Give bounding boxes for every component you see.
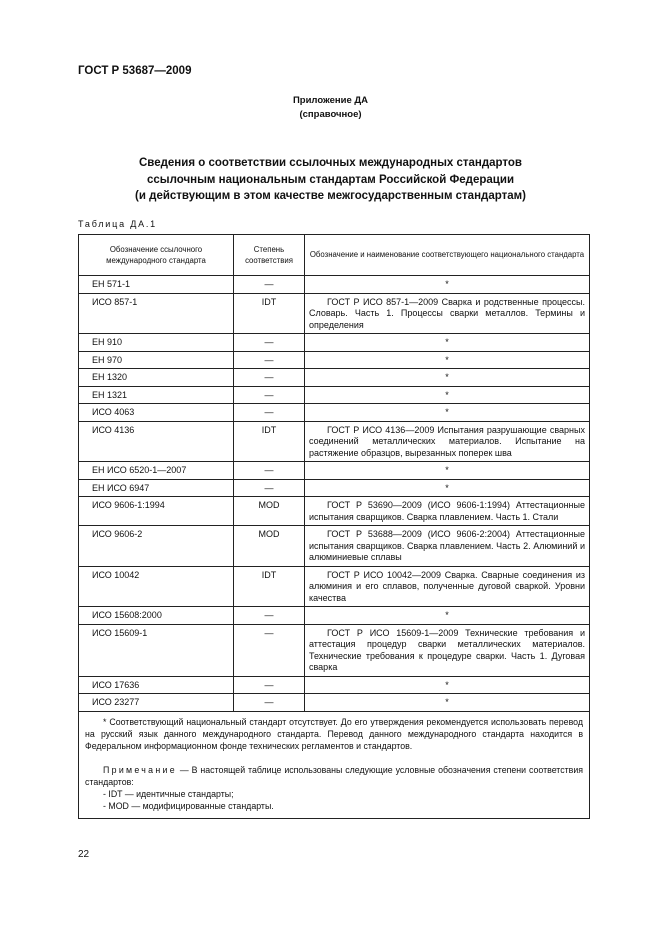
national-standard-cell: ГОСТ Р ИСО 857-1—2009 Сварка и родственные процессы. Словарь. Часть 1. Процессы сварки металлов. Термины и определения bbox=[305, 293, 590, 334]
table-row bbox=[79, 386, 590, 404]
note-item: - IDT — идентичные стандарты; bbox=[103, 788, 234, 799]
table-row bbox=[79, 276, 590, 294]
national-standard-cell: * bbox=[305, 369, 590, 387]
table-row bbox=[79, 462, 590, 480]
table-row bbox=[79, 404, 590, 422]
intl-standard-cell: ИСО 17636 bbox=[79, 676, 234, 694]
intl-standard-cell: ИСО 4063 bbox=[79, 404, 234, 422]
degree-cell: — bbox=[234, 676, 305, 694]
degree-cell: — bbox=[234, 624, 305, 676]
note-text: — В настоящей таблице использованы следующие условные обозначения степени соответствия стандартов: bbox=[85, 764, 583, 787]
table-row bbox=[79, 624, 590, 676]
intl-standard-cell: ИСО 15609-1 bbox=[79, 624, 234, 676]
document-code: ГОСТ Р 53687—2009 bbox=[78, 65, 192, 77]
column-header: Обозначение и наименование соответствующего национального стандарта bbox=[305, 235, 590, 276]
national-standard-cell: ГОСТ Р 53688—2009 (ИСО 9606-2:2004) Аттестационные испытания сварщиков. Сварка плавлением. Часть 2. Алюминий и алюминиевые сплавы bbox=[305, 526, 590, 567]
appendix-title: Приложение ДА bbox=[292, 95, 369, 106]
national-standard-cell: ГОСТ Р ИСО 15609-1—2009 Технические требования и аттестация процедур сварки металлических материалов. Технические требования к процедуре сварки. Часть 1. Дуговая сварка bbox=[305, 624, 590, 676]
table-row bbox=[79, 566, 590, 607]
note bbox=[85, 764, 583, 788]
national-standard-cell: * bbox=[305, 462, 590, 480]
intl-standard-cell: ЕН 1321 bbox=[79, 386, 234, 404]
degree-cell: IDT bbox=[234, 566, 305, 607]
table-row bbox=[79, 293, 590, 334]
intl-standard-cell: ЕН ИСО 6947 bbox=[79, 479, 234, 497]
degree-cell: — bbox=[234, 694, 305, 712]
degree-cell: — bbox=[234, 276, 305, 294]
degree-cell: — bbox=[234, 351, 305, 369]
table-row bbox=[79, 526, 590, 567]
page-number: 22 bbox=[78, 849, 90, 860]
table-row bbox=[79, 479, 590, 497]
degree-cell: — bbox=[234, 462, 305, 480]
national-standard-cell: * bbox=[305, 276, 590, 294]
intl-standard-cell: ИСО 9606-2 bbox=[79, 526, 234, 567]
appendix-subtitle: (справочное) bbox=[299, 109, 362, 120]
degree-cell: MOD bbox=[234, 497, 305, 526]
national-standard-cell: * bbox=[305, 694, 590, 712]
intl-standard-cell: ЕН ИСО 6520-1—2007 bbox=[79, 462, 234, 480]
degree-cell: IDT bbox=[234, 421, 305, 462]
table-row bbox=[79, 421, 590, 462]
intl-standard-cell: ИСО 857-1 bbox=[79, 293, 234, 334]
intl-standard-cell: ЕН 1320 bbox=[79, 369, 234, 387]
national-standard-cell: * bbox=[305, 386, 590, 404]
column-header: Обозначение ссылочного международного стандарта bbox=[79, 235, 234, 276]
national-standard-cell: * bbox=[305, 351, 590, 369]
intl-standard-cell: ЕН 571-1 bbox=[79, 276, 234, 294]
correspondence-table bbox=[78, 234, 590, 819]
degree-cell: — bbox=[234, 386, 305, 404]
national-standard-cell: * bbox=[305, 676, 590, 694]
intl-standard-cell: ИСО 9606-1:1994 bbox=[79, 497, 234, 526]
degree-cell: IDT bbox=[234, 293, 305, 334]
note-label: Примечание bbox=[103, 764, 177, 775]
national-standard-cell: * bbox=[305, 334, 590, 352]
table-row bbox=[79, 369, 590, 387]
degree-cell: — bbox=[234, 479, 305, 497]
intl-standard-cell: ИСО 4136 bbox=[79, 421, 234, 462]
degree-cell: — bbox=[234, 404, 305, 422]
table-row bbox=[79, 694, 590, 712]
note-item: - MOD — модифицированные стандарты. bbox=[103, 800, 274, 811]
footnote: * Соответствующий национальный стандарт отсутствует. До его утверждения рекомендуется использовать перевод на русский язык данного международного стандарта. Перевод данного международного стандарта находится в Федеральном информационном фонде технических регламентов и стандартов. bbox=[85, 716, 583, 751]
intl-standard-cell: ИСО 23277 bbox=[79, 694, 234, 712]
national-standard-cell: ГОСТ Р 53690—2009 (ИСО 9606-1:1994) Аттестационные испытания сварщиков. Сварка плавлением. Часть 1. Стали bbox=[305, 497, 590, 526]
national-standard-cell: * bbox=[305, 404, 590, 422]
section-title-line: Сведения о соответствии ссылочных международных стандартов bbox=[138, 157, 522, 169]
degree-cell: — bbox=[234, 607, 305, 625]
table-footer bbox=[79, 711, 590, 818]
section-title-line: ссылочным национальным стандартам Российской Федерации bbox=[146, 174, 515, 186]
table-caption: Таблица ДА.1 bbox=[78, 219, 157, 229]
table-row bbox=[79, 351, 590, 369]
intl-standard-cell: ИСО 15608:2000 bbox=[79, 607, 234, 625]
national-standard-cell: ГОСТ Р ИСО 4136—2009 Испытания разрушающие сварных соединений металлических материалов. Испытание на растяжение образцов, вырезанных поперек шва bbox=[305, 421, 590, 462]
table-row bbox=[79, 607, 590, 625]
intl-standard-cell: ЕН 970 bbox=[79, 351, 234, 369]
column-header: Степень соответствия bbox=[234, 235, 305, 276]
table-row bbox=[79, 334, 590, 352]
section-title-line: (и действующим в этом качестве межгосударственным стандартам) bbox=[135, 190, 526, 202]
table-row bbox=[79, 676, 590, 694]
degree-cell: — bbox=[234, 334, 305, 352]
degree-cell: — bbox=[234, 369, 305, 387]
national-standard-cell: ГОСТ Р ИСО 10042—2009 Сварка. Сварные соединения из алюминия и его сплавов, полученные дуговой сваркой. Уровни качества bbox=[305, 566, 590, 607]
table-header-row bbox=[79, 235, 590, 276]
intl-standard-cell: ИСО 10042 bbox=[79, 566, 234, 607]
national-standard-cell: * bbox=[305, 479, 590, 497]
degree-cell: MOD bbox=[234, 526, 305, 567]
intl-standard-cell: ЕН 910 bbox=[79, 334, 234, 352]
national-standard-cell: * bbox=[305, 607, 590, 625]
table-row bbox=[79, 497, 590, 526]
